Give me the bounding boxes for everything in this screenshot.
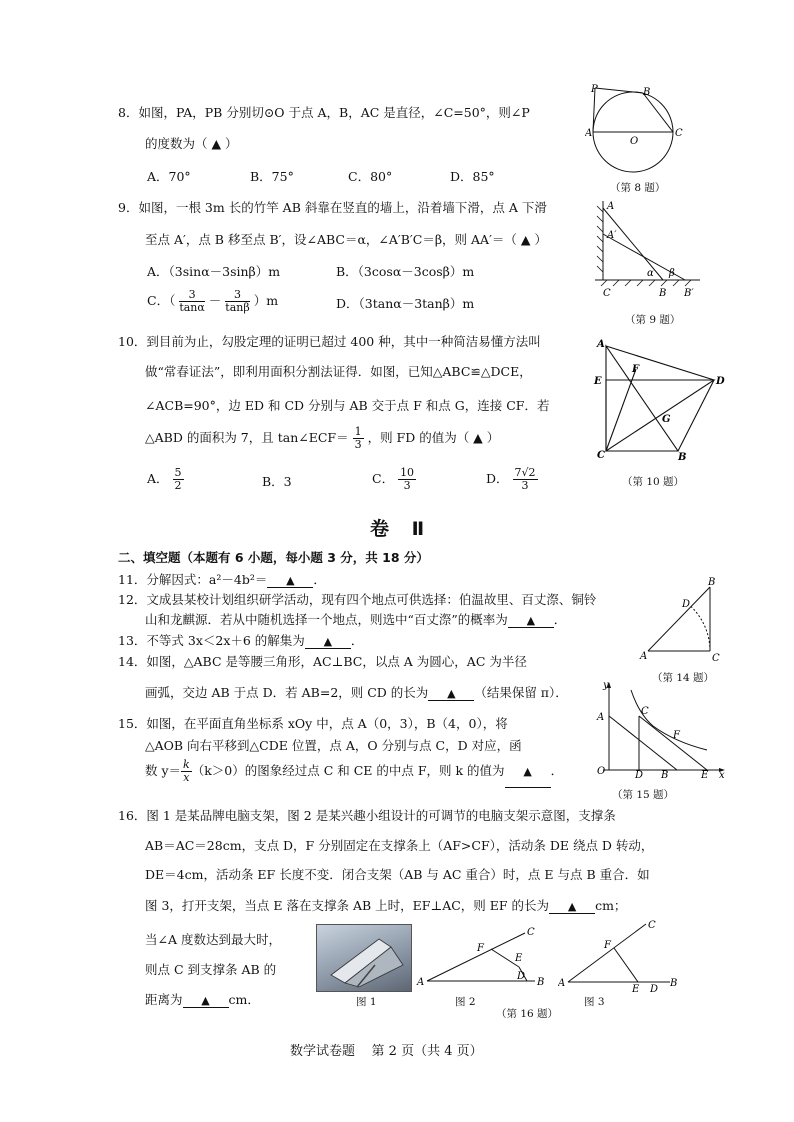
svg-text:y: y: [603, 680, 609, 691]
q8-option-b: B．75°: [250, 169, 294, 184]
svg-text:D: D: [682, 599, 691, 610]
frac-den: x: [183, 771, 190, 784]
frac-den: 3: [354, 438, 362, 451]
svg-text:E: E: [701, 770, 709, 780]
q16-line-2: AB＝AC＝28cm，支点 D，F 分别固定在支撑条上（AF>CF），活动条 DE 绕点 D 转动，: [145, 838, 654, 853]
q9-optc-minus: －: [208, 293, 222, 308]
svg-text:C: C: [648, 920, 656, 931]
svg-text:B: B: [708, 577, 716, 588]
svg-text:B: B: [661, 770, 669, 780]
q16-line-5: 当∠A 度数达到最大时，: [145, 932, 281, 947]
q13: [118, 631, 363, 649]
q9-option-d: D．（3tanα－3tanβ）m: [336, 296, 475, 311]
frac-num: 7√2: [514, 466, 536, 479]
q10-optd-label: D．: [486, 471, 509, 486]
q16-line-4: [145, 896, 626, 914]
q16-line-6: 则点 C 到支撑条 AB 的: [145, 962, 277, 977]
svg-text:O: O: [630, 136, 639, 147]
svg-text:A: A: [558, 978, 566, 989]
svg-text:C: C: [597, 450, 605, 461]
q10-stem-1: 10．到目前为止，勾股定理的证明已超过 400 种，其中一种简洁易懂方法叫: [118, 334, 541, 349]
q9-option-c: [147, 288, 278, 314]
frac-num: 10: [400, 466, 415, 479]
page-footer: 数学试卷题 第 2 页（共 4 页）: [290, 1044, 483, 1059]
q15-caption: （第 15 题）: [612, 789, 675, 801]
svg-text:B: B: [670, 978, 678, 989]
q15-text-1: 数 y＝: [145, 763, 182, 778]
q15-line-2: △AOB 向右平移到△CDE 位置，点 A，O 分别与点 C，D 对应，函: [145, 738, 522, 753]
q14-line-2: [145, 683, 568, 701]
q10-option-b: B．3: [262, 474, 292, 489]
q15-answer-blank: ▲: [505, 757, 551, 788]
q16-figure-3: [558, 918, 683, 996]
svg-text:F: F: [604, 940, 611, 951]
q15-text-2: （k＞0）的图象经过点 C 和 CE 的中点 F，则 k 的值为: [191, 763, 505, 778]
q10-opta-frac: [173, 467, 184, 492]
frac-num: 3: [179, 289, 205, 302]
q9-option-b: B．（3cosα－3cosβ）m: [336, 264, 475, 279]
svg-text:α: α: [647, 268, 654, 279]
q8-stem-2: 的度数为（ ▲ ）: [145, 136, 238, 151]
svg-text:E: E: [632, 984, 640, 995]
svg-text:O: O: [597, 766, 606, 777]
svg-text:A: A: [597, 339, 605, 350]
volume-title: 卷 Ⅱ: [370, 518, 433, 540]
svg-text:D: D: [716, 376, 725, 387]
laptop-stand-photo: [316, 924, 412, 992]
q9-stem-2: 至点 A′，点 B 移至点 B′，设∠ABC＝α，∠A′B′C＝β，则 AA′＝（ ▲ ）: [145, 232, 547, 247]
q14-line-1: 14．如图，△ABC 是等腰三角形，AC⊥BC，以点 A 为圆心，AC 为半径: [118, 654, 527, 669]
section-heading: 二、填空题（本题有 6 小题，每小题 3 分，共 18 分）: [118, 550, 429, 565]
q8-figure: [585, 82, 685, 182]
q10-caption: （第 10 题）: [622, 476, 685, 488]
q14-caption: （第 14 题）: [652, 672, 715, 684]
svg-text:A′: A′: [607, 230, 617, 241]
q9-optc-frac2: [225, 289, 249, 314]
q8-stem-1: 8．如图，PA，PB 分别切⊙O 于点 A，B，AC 是直径，∠C=50°，则∠P: [118, 105, 530, 120]
q12-answer-blank: ▲: [508, 614, 554, 628]
q16-text-2: 距离为: [145, 992, 183, 1007]
q8-option-a: A．70°: [147, 169, 191, 184]
q10-stem-2: 做“常春证法”，即利用面积分割法证得．如图，已知△ABC≌△DCE，: [145, 364, 532, 379]
q9-figure: [585, 196, 705, 301]
q11-end: ．: [313, 572, 326, 587]
svg-text:B′: B′: [684, 288, 694, 299]
q10-optd-frac: [513, 467, 538, 492]
q10-stem4-prefix: △ABD 的面积为 7，且 tan∠ECF＝: [145, 430, 349, 445]
q10-option-c: [372, 465, 416, 493]
svg-text:D: D: [517, 971, 526, 982]
q10-tan-fraction: [353, 426, 364, 451]
frac-den: tanα: [179, 301, 205, 314]
q12-line-2: [145, 610, 566, 628]
frac-den: tanβ: [225, 301, 250, 314]
frac-num: 3: [225, 289, 249, 302]
q14-figure: [638, 575, 728, 665]
q16-text: 图 3，打开支架，当点 E 落在支撑条 AB 上时，EF⊥AC，则 EF 的长为: [145, 898, 550, 913]
svg-text:C: C: [527, 927, 535, 938]
q16-answer-blank-1: ▲: [549, 900, 595, 914]
svg-text:C: C: [641, 706, 649, 717]
q10-optc-frac: [398, 467, 416, 492]
svg-text:E: E: [515, 953, 523, 964]
q16-line-7: [145, 990, 260, 1008]
q12-text: 山和龙麒源．若从中随机选择一个地点，则选中“百丈漈”的概率为: [145, 612, 508, 627]
q12-end: ．: [553, 612, 567, 627]
q9-stem-1: 9．如图，一根 3m 长的竹竿 AB 斜靠在竖直的墙上，沿着墙下滑，点 A 下滑: [118, 200, 547, 215]
q15-figure: [595, 680, 730, 780]
svg-text:β: β: [669, 268, 675, 279]
q13-text: 13．不等式 3x＜2x＋6 的解集为: [118, 633, 305, 648]
svg-text:P: P: [591, 84, 598, 95]
q16-figure-2: [415, 925, 550, 995]
q15-frac: [181, 759, 192, 784]
q9-optc-frac1: [179, 289, 205, 314]
q16-line-3: DE＝4cm，活动条 EF 长度不变．闭合支架（AB 与 AC 重合）时，点 E 与点 B 重合．如: [145, 867, 650, 882]
svg-text:F: F: [477, 943, 484, 954]
fig1-label: 图 1: [356, 996, 377, 1008]
q16-unit-1: cm；: [595, 898, 627, 913]
q14-text: 画弧，交边 AB 于点 D．若 AB=2，则 CD 的长为: [145, 685, 429, 700]
svg-text:C: C: [675, 128, 683, 139]
svg-text:A: A: [597, 712, 605, 723]
q15-line-1: 15．如图，在平面直角坐标系 xOy 中，点 A（0，3），B（4，0），将: [118, 716, 508, 731]
svg-text:B: B: [678, 452, 687, 463]
svg-text:F: F: [673, 730, 680, 741]
q9-optc-suffix: ）m: [253, 293, 279, 308]
svg-text:A: A: [607, 201, 615, 212]
q10-option-d: [486, 465, 538, 493]
q10-optc-label: C．: [372, 471, 395, 486]
q10-figure: [592, 336, 732, 466]
q9-caption: （第 9 题）: [625, 314, 681, 326]
q11-text: 11．分解因式：a²－4b²＝: [118, 572, 268, 587]
svg-text:B: B: [643, 87, 651, 98]
svg-text:D: D: [635, 770, 644, 780]
svg-text:C: C: [603, 288, 611, 299]
q15-line-3: [145, 756, 563, 788]
svg-text:C: C: [712, 653, 720, 664]
q10-stem-3: ∠ACB=90°，边 ED 和 CD 分别与 AB 交于点 F 和点 G，连接 CF．若: [145, 398, 550, 413]
q12-line-1: 12．文成县某校计划组织研学活动，现有四个地点可供选择：伯温故里、百丈漈、铜铃: [118, 592, 597, 607]
q10-opta-label: A．: [147, 471, 169, 486]
svg-text:E: E: [594, 376, 602, 387]
q13-end: ．: [350, 633, 364, 648]
svg-text:B: B: [659, 288, 667, 299]
svg-text:B: B: [537, 977, 545, 988]
laptop-icon: [317, 925, 411, 991]
q15-end: ．: [550, 763, 564, 778]
svg-text:D: D: [650, 984, 659, 995]
frac-den: 3: [403, 479, 411, 492]
fig3-label: 图 3: [584, 996, 605, 1008]
svg-text:A: A: [585, 128, 593, 139]
svg-text:G: G: [662, 414, 671, 425]
q10-stem-4: [145, 424, 499, 452]
q14-answer-blank: ▲: [428, 687, 474, 701]
frac-num: k: [183, 758, 190, 771]
q10-stem4-suffix: ，则 FD 的值为（ ▲ ）: [367, 430, 500, 445]
q13-answer-blank: ▲: [305, 635, 351, 649]
frac-den: 2: [174, 479, 182, 492]
svg-text:A: A: [417, 977, 425, 988]
frac-num: 1: [354, 425, 362, 438]
q9-option-a: A．（3sinα－3sinβ）m: [147, 264, 281, 279]
frac-num: 5: [174, 466, 182, 479]
q11: [118, 570, 326, 588]
q8-option-c: C．80°: [348, 169, 393, 184]
q9-optc-prefix: C．（: [147, 293, 176, 308]
svg-text:x: x: [719, 770, 725, 780]
q14-end: （结果保留 π）．: [474, 685, 568, 700]
frac-den: 3: [521, 479, 529, 492]
q8-caption: （第 8 题）: [610, 182, 666, 194]
q16-answer-blank-2: ▲: [183, 994, 229, 1008]
q16-caption: （第 16 题）: [496, 1008, 559, 1020]
fig2-label: 图 2: [455, 996, 476, 1008]
svg-text:A: A: [640, 651, 648, 662]
q16-line-1: 16．图 1 是某品牌电脑支架，图 2 是某兴趣小组设计的可调节的电脑支架示意图，支撑条: [118, 808, 616, 823]
q10-option-a: [147, 465, 184, 493]
q16-unit-2: cm．: [228, 992, 260, 1007]
q11-answer-blank: ▲: [267, 574, 313, 588]
svg-text:F: F: [632, 364, 640, 375]
q8-option-d: D．85°: [450, 169, 495, 184]
